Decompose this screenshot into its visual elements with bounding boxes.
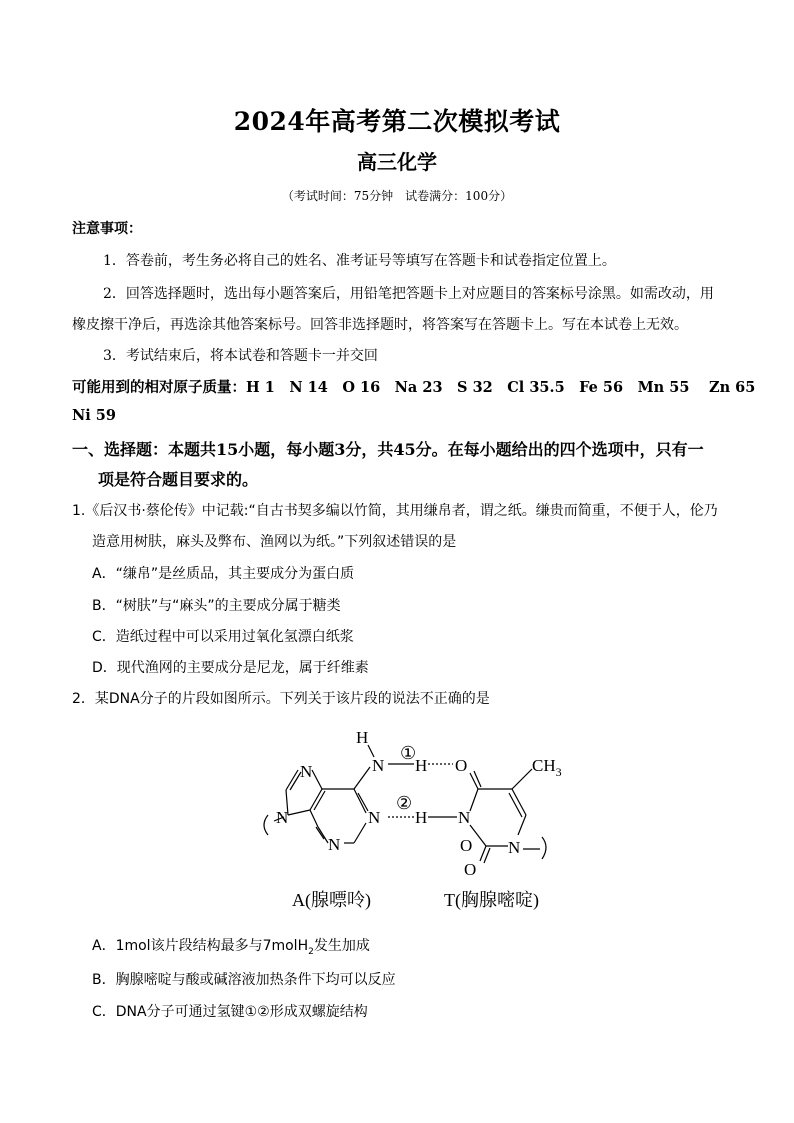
adenine-label: A(腺嘌呤): [292, 890, 371, 910]
atom-label: N: [508, 838, 521, 857]
page-subtitle: 高三化学: [357, 150, 437, 174]
notice-item-1: 1．答卷前，考生务必将自己的姓名、准考证号等填写在答题卡和试卷指定位置上。: [103, 253, 616, 269]
section1-heading-cont: 项是符合题目要求的。: [98, 470, 259, 489]
bond-line: [354, 823, 366, 843]
q1-stem-cont: 造意用树肤，麻头及弊布、渔网以为纸。”下列叙述错误的是: [92, 534, 457, 550]
bond-line: [310, 810, 318, 827]
atom-label: O: [464, 860, 477, 879]
page-title: 2024年高考第二次模拟考试: [233, 107, 561, 136]
atom-label: H: [356, 728, 369, 747]
notice-item-3: 3．考试结束后，将本试卷和答题卡一并交回: [103, 348, 378, 364]
wavy-line: [264, 815, 268, 835]
atom-label: O: [455, 756, 468, 775]
notice-item-2-cont: 橡皮擦干净后，再选涂其他答案标号。回答非选择题时，将答案写在答题卡上。写在本试卷上无效。: [72, 317, 688, 333]
thymine-label: T(胸腺嘧啶): [444, 890, 539, 910]
bond-line: [318, 827, 328, 843]
atom-label: H: [415, 756, 428, 775]
bond-line: [470, 773, 478, 789]
q1-option-c: C．造纸过程中可以采用过氧化氢漂白纸浆: [92, 629, 354, 645]
atom-label: O: [460, 836, 473, 855]
atom-label: N: [368, 808, 381, 827]
atom-label: H: [415, 808, 428, 827]
bond-line: [474, 771, 481, 787]
dna-fragment-diagram: [250, 715, 580, 915]
q1-option-d: D．现代渔网的主要成分是尼龙，属于纤维素: [92, 660, 369, 676]
notice-item-2: 2．回答选择题时，选出每小题答案后，用铅笔把答题卡上对应题目的答案标号涂黑。如需改动，用: [103, 286, 714, 302]
q1-option-b: B．“树肤”与“麻头”的主要成分属于糖类: [92, 598, 341, 614]
bond-line: [470, 789, 478, 811]
hydrogen-bond-label-2: ②: [396, 793, 413, 813]
q2-stem: 2．某DNA分子的片段如图所示。下列关于该片段的说法不正确的是: [72, 691, 490, 707]
q2-option-b: B．胸腺嘧啶与酸或碱溶液加热条件下均可以反应: [92, 972, 396, 988]
methyl-label: $CH_3$: [532, 756, 562, 779]
exam-info: （考试时间：75分钟 试卷满分：100分）: [281, 189, 513, 203]
bond-line: [316, 827, 324, 839]
section1-heading: 一、选择题：本题共15小题，每小题3分，共45分。在每小题给出的四个选项中，只有一: [72, 440, 704, 459]
bond-line: [354, 789, 366, 813]
hydrogen-bond-label-1: ①: [400, 743, 417, 763]
atom-label: N: [276, 808, 289, 827]
q2-option-a: A．1mol该片段结构最多与7molH$_2$发生加成: [92, 938, 370, 957]
atomic-mass-line1: 可能用到的相对原子质量：H 1 N 14 O 16 Na 23 S 32 Cl 35.5 Fe 56 Mn 55 Zn 65: [72, 379, 756, 396]
atom-label: N: [372, 756, 385, 775]
bond-line: [470, 825, 486, 846]
bond-line: [512, 769, 532, 789]
atomic-mass-line2: Ni 59: [72, 407, 116, 424]
bond-line: [354, 767, 370, 789]
atom-label: N: [300, 762, 313, 781]
q1-option-a: A．“缣帛”是丝质品，其主要成分为蛋白质: [92, 566, 355, 582]
q1-stem: 1.《后汉书·蔡伦传》中记载:“自古书契多编以竹简，其用缣帛者，谓之纸。缣贵而简重，不便于人，伦乃: [72, 503, 718, 519]
atom-label: N: [328, 835, 341, 854]
bond-line: [288, 810, 310, 815]
bond-line: [312, 770, 322, 789]
q2-option-c: C．DNA分子可通过氢键①②形成双螺旋结构: [92, 1004, 368, 1020]
wavy-line: [542, 837, 546, 859]
bond-line: [518, 815, 526, 835]
notice-heading: 注意事项：: [72, 221, 142, 237]
atom-label: N: [458, 808, 471, 827]
